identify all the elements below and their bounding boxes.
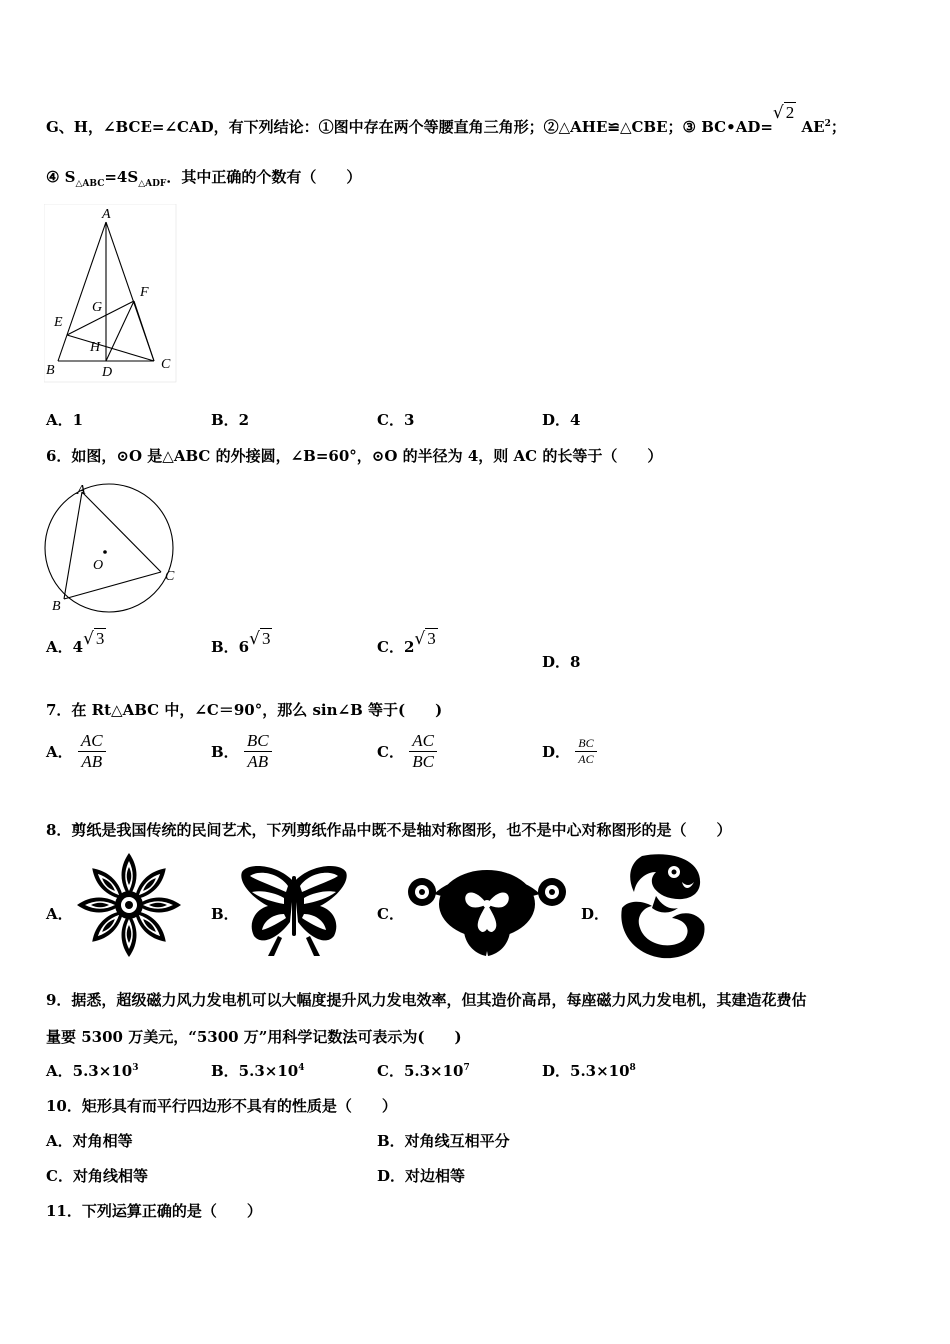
q5-stem-line1: G、H，∠BCE=∠CAD，有下列结论：①图中存在两个等腰直角三角形；②△AHE≌△CBE；③ BC•AD=√ 2 $AE^2$； <box>46 103 846 136</box>
fraction: $\frac{AC}{BC}$ <box>409 731 437 772</box>
fig-label-G: G <box>92 300 103 315</box>
q6-option-d[interactable]: D．8 <box>542 653 581 671</box>
q6-option-a[interactable]: A．4√ 3 <box>46 629 105 656</box>
q5-option-b[interactable]: B．2 <box>211 411 250 429</box>
q6-option-b[interactable]: B．6√ 3 <box>211 629 271 656</box>
q9-option-a[interactable]: A．$5.3\times 10^3$ <box>46 1062 139 1080</box>
q11-stem: 11．下列运算正确的是（ ） <box>46 1202 262 1220</box>
q5-ae: AE <box>801 118 825 136</box>
butterfly-papercut-icon[interactable] <box>238 862 350 958</box>
q7-option-b[interactable]: B． $\frac{BC}{AB}$ <box>211 731 272 772</box>
q7-stem: 7．在 Rt△ABC 中，∠C＝90°，那么 sin∠B 等于( ) <box>46 701 443 719</box>
q9-stem-line1: 9．据悉，超级磁力风力发电机可以大幅度提升风力发电效率，但其造价高昂，每座磁力风力发电机，其建造花费估 <box>46 991 807 1009</box>
q8-option-a-label[interactable]: A． <box>46 905 73 923</box>
q10-option-c[interactable]: C．对角线相等 <box>46 1167 148 1185</box>
q6-option-c[interactable]: C．2√ 3 <box>377 629 436 656</box>
q6-stem: 6．如图，⊙O 是△ABC 的外接圆，∠B=60°，⊙O 的半径为 4，则 AC 的长等于（ ） <box>46 447 663 465</box>
bird-papercut-icon[interactable] <box>612 850 710 962</box>
fig-label-A: A <box>77 483 86 498</box>
q5-stem-text: G、H，∠BCE=∠CAD，有下列结论：①图中存在两个等腰直角三角形；②△AHE≌△CBE；③ BC•AD= <box>46 118 773 136</box>
fig-label-D: D <box>102 365 113 380</box>
q5-triangle-figure <box>44 204 179 384</box>
fig-label-A: A <box>102 207 111 222</box>
fig-label-B: B <box>46 363 55 378</box>
q7-option-a[interactable]: A． $\frac{AC}{AB}$ <box>46 731 106 772</box>
q5-option-c[interactable]: C．3 <box>377 411 415 429</box>
q8-option-c-label[interactable]: C． <box>377 905 404 923</box>
flower-papercut-icon[interactable] <box>74 850 184 960</box>
scroll-flower-papercut-icon[interactable] <box>404 862 570 958</box>
fraction: $\frac{AC}{AB}$ <box>78 731 106 772</box>
q9-stem-line2: 量要 5300 万美元，“5300 万”用科学记数法可表示为( ) <box>46 1028 462 1046</box>
q9-option-d[interactable]: D．$5.3\times 10^8$ <box>542 1062 636 1080</box>
sqrt-icon: √ 3 <box>249 629 271 649</box>
fig-label-H: H <box>90 340 101 355</box>
fig-label-C: C <box>161 357 171 372</box>
q8-stem: 8．剪纸是我国传统的民间艺术，下列剪纸作品中既不是轴对称图形，也不是中心对称图形的是（ ） <box>46 821 732 839</box>
fig-label-O: O <box>93 558 104 573</box>
fig-label-C: C <box>165 569 175 584</box>
q5-option-d[interactable]: D．4 <box>542 411 581 429</box>
q5-sqrt: √ 2 <box>772 103 795 123</box>
q5-stem-line2: ④ $S_{\triangle ABC}=4S_{\triangle ADF}$．其中正确的个数有（ ） <box>46 168 362 189</box>
q7-option-d[interactable]: D． $\frac{BC}{AC}$ <box>542 736 597 767</box>
q8-option-d-label[interactable]: D． <box>581 905 610 923</box>
fig-label-B: B <box>52 599 61 614</box>
fraction: $\frac{BC}{AB}$ <box>244 731 272 772</box>
q9-option-b[interactable]: B．$5.3\times 10^4$ <box>211 1062 305 1080</box>
q10-stem: 10．矩形具有而平行四边形不具有的性质是（ ） <box>46 1097 397 1115</box>
q8-option-b-label[interactable]: B． <box>211 905 239 923</box>
q7-option-c[interactable]: C． $\frac{AC}{BC}$ <box>377 731 437 772</box>
fig-label-F: F <box>140 285 149 300</box>
sqrt-icon: √ 3 <box>83 629 105 649</box>
q5-option-a[interactable]: A．1 <box>46 411 84 429</box>
sqrt-icon: √ 3 <box>414 629 436 649</box>
q9-option-c[interactable]: C．$5.3\times 10^7$ <box>377 1062 470 1080</box>
fig-label-E: E <box>54 315 63 330</box>
q10-option-b[interactable]: B．对角线互相平分 <box>377 1132 510 1150</box>
q10-option-a[interactable]: A．对角相等 <box>46 1132 133 1150</box>
q6-circle-figure <box>42 482 180 617</box>
fraction: $\frac{BC}{AC}$ <box>575 736 596 767</box>
q10-option-d[interactable]: D．对边相等 <box>377 1167 466 1185</box>
